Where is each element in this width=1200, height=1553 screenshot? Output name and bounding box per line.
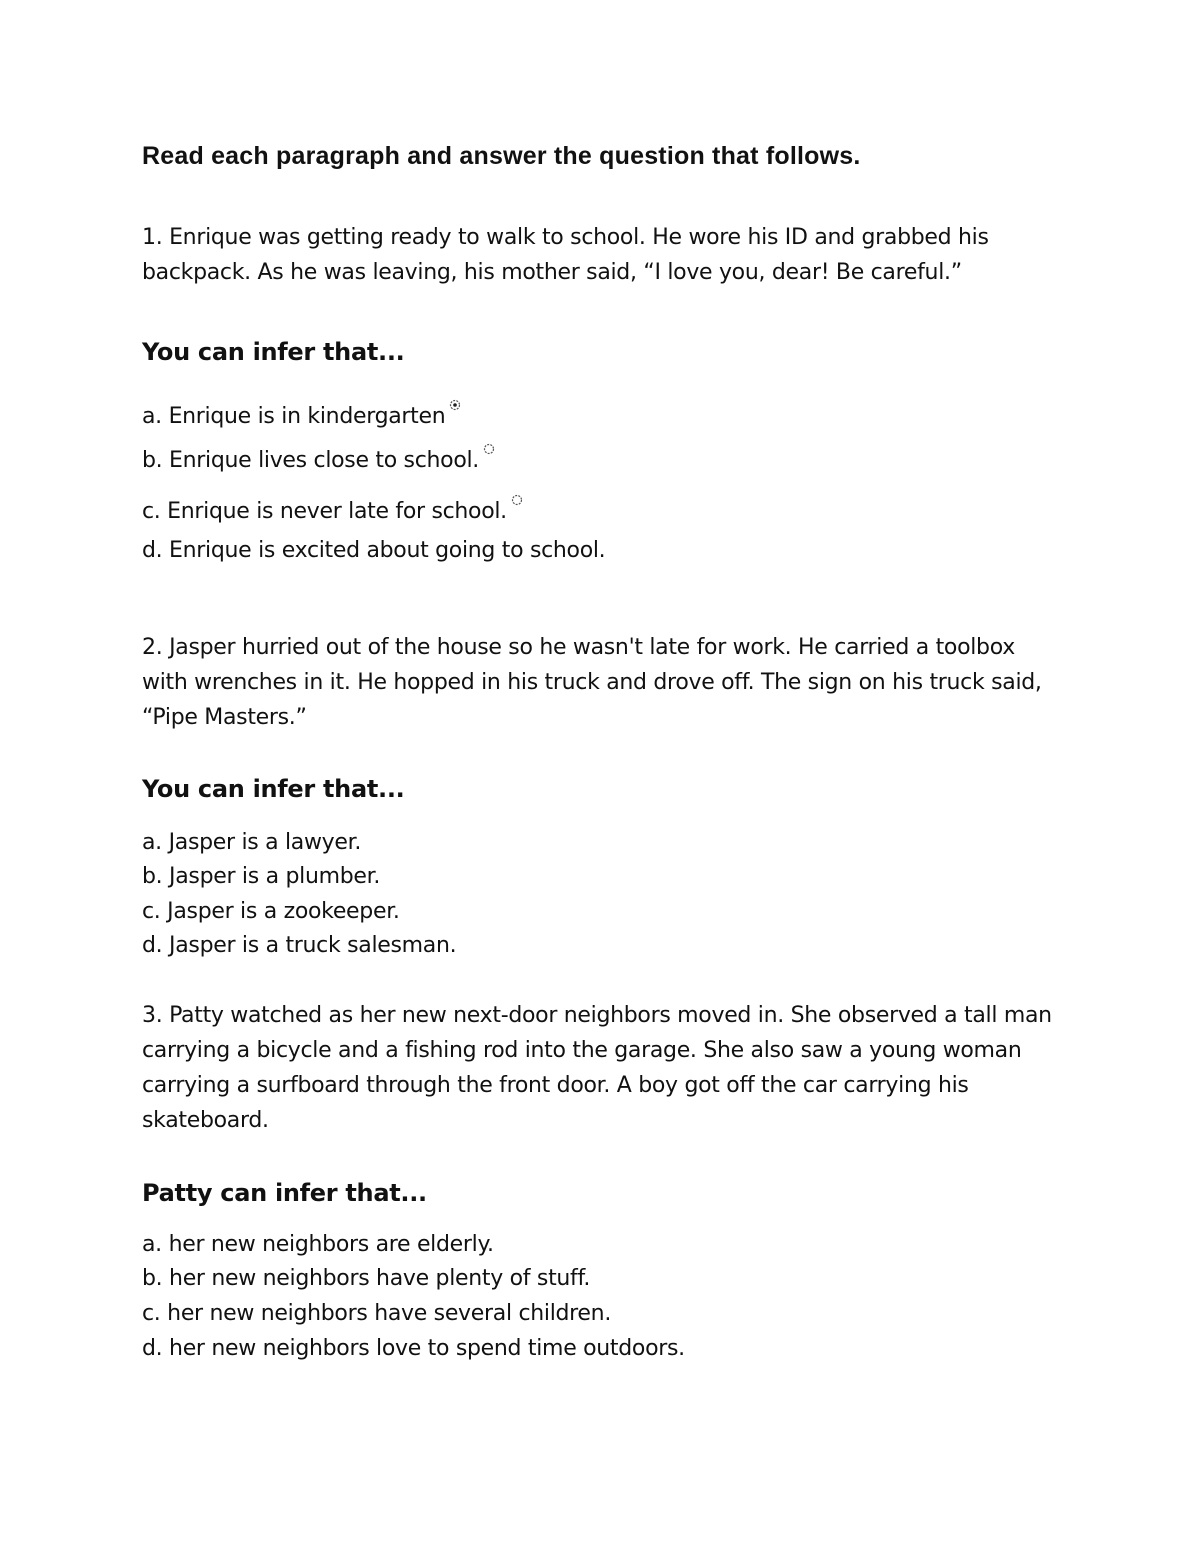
question-3-passage: 3. Patty watched as her new next-door neighbors moved in. She observed a tall man carrying a bicycle and a fishing rod into the garage. She also saw a young woman carrying a surfboard through the front door. A boy got off the car carrying his skateboard.: [142, 1003, 1052, 1133]
question-1-option-c[interactable]: [142, 494, 523, 527]
question-3-prompt: Patty can infer that...: [142, 1179, 427, 1207]
question-2-passage: 2. Jasper hurried out of the house so he wasn't late for work. He carried a toolbox with wrenches in it. He hopped in his truck and drove off. The sign on his truck said, “Pipe Masters.”: [142, 635, 1042, 730]
radio-button-icon[interactable]: [483, 443, 495, 455]
option-label: c. her new neighbors have several children.: [142, 1301, 612, 1326]
instructions-heading: Read each paragraph and answer the question that follows.: [142, 142, 861, 170]
question-1-option-d: [142, 536, 605, 566]
question-3-option-b: [142, 1264, 590, 1294]
question-1-option-b[interactable]: [142, 443, 495, 476]
radio-button-icon[interactable]: [511, 494, 523, 506]
option-label: b. Enrique lives close to school.: [142, 448, 479, 473]
question-2-option-b: [142, 862, 380, 892]
question-1-prompt: You can infer that...: [142, 338, 405, 366]
option-label: b. Jasper is a plumber.: [142, 864, 381, 889]
question-3-option-d: [142, 1334, 685, 1364]
question-1-option-a[interactable]: [142, 399, 461, 432]
question-1-passage: 1. Enrique was getting ready to walk to school. He wore his ID and grabbed his backpack. As he was leaving, his mother said, “I love you, dear! Be careful.”: [142, 225, 989, 285]
option-label: a. Enrique is in kindergarten: [142, 404, 446, 429]
radio-button-selected-icon[interactable]: [449, 399, 461, 411]
question-3-option-a: [142, 1230, 494, 1260]
option-label: b. her new neighbors have plenty of stuff.: [142, 1266, 591, 1291]
option-label: a. Jasper is a lawyer.: [142, 830, 362, 855]
option-label: d. Jasper is a truck salesman.: [142, 933, 457, 958]
option-label: c. Jasper is a zookeeper.: [142, 899, 400, 924]
option-label: a. her new neighbors are elderly.: [142, 1232, 494, 1257]
question-3-option-c: [142, 1299, 611, 1329]
question-2-option-a: [142, 828, 361, 858]
option-label: c. Enrique is never late for school.: [142, 499, 507, 524]
question-2-option-d: [142, 931, 456, 961]
option-label: d. Enrique is excited about going to school.: [142, 538, 606, 563]
question-2-option-c: [142, 897, 400, 927]
question-2-prompt: You can infer that...: [142, 775, 405, 803]
option-label: d. her new neighbors love to spend time outdoors.: [142, 1336, 685, 1361]
